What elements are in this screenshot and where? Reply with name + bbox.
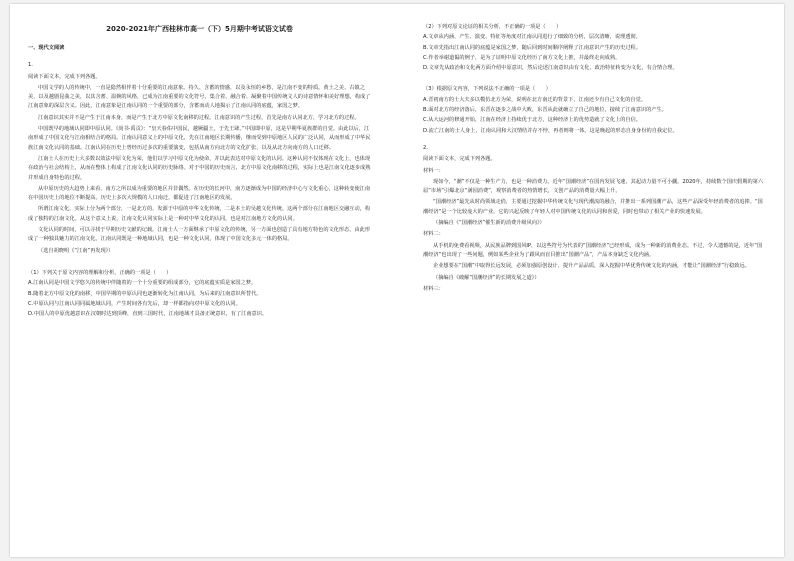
passage-intro: 阅读下面文本，完成下列各题。: [423, 156, 496, 163]
exam-title: 2020-2021年广西桂林市高一（下）5月期中考试语文试卷: [106, 25, 293, 33]
exam-page: [10, 4, 784, 557]
answer-option-d: D.中国人的中原优越意识在汉朝时达到顶峰，直到三国时代，江南地域才具备正统意识，有了江南意识。: [28, 311, 268, 318]
answer-option-c: C.中原认同与江南认同同属地域认同，产生时间各有先后，却一样都指向对中原文化的认同。: [28, 300, 241, 307]
answer-option-d: D.文章先从政治和文化两方面介绍中原意识，然后论述江南意识由有文化、政治特征转变为文化，有合情合理。: [423, 65, 678, 72]
answer-option-a: A.江南认同是中国文学悠久的传统中伴随着的一个十分重要的组成部分，它的底蕴实质是家国之梦。: [28, 280, 257, 287]
answer-option-a: A.文章从内涵、产生、演变、特征等角度对江南认同进行了细致的分析，层次清晰，说理透彻。: [423, 34, 641, 41]
passage-source: （摘编自《破解“国潮经济”的长期发展之道》）: [433, 274, 540, 281]
passage-paragraph: 所谓江南文化，实际上分为两个部分，一是北方的、发源于中原的中华文化传统，二是本土的吴越文化传统。这两个部分在江南地区交融互动，构成了独特的江南文化。从这个意义上说，江南文化认同实际上是一种对中华文化的认同，也是对江南地方文化的认同。: [28, 206, 371, 222]
section-heading: 一、现代文阅读: [28, 45, 65, 51]
material-label: 材料三：: [423, 285, 444, 292]
left-column: [28, 44, 371, 549]
material-label: 材料二：: [423, 231, 444, 238]
answer-option-b: B.随着北方中原文化的南移，中国早期的中原认同也逐渐转化为江南认同，为后来的江南意识所替代。: [28, 290, 262, 297]
passage-paragraph: 文化认同的时间，可以寻找于早期历史文献的记载。江南士人一方面继承了中原文化的传统，另一方面也创造了具有地方特色的文化形态，由此形成了一种独具魅力的江南文化。江南认同既是一种地域认同，也是一种文化认同，体现了中国文化多元一体的格局。: [28, 227, 371, 243]
passage-source: （选自胡晓明《“江南”再发现》）: [38, 247, 114, 254]
answer-option-a: A.晋初南方的士大夫多以模仿北方为荣，说明在北方南迁的背景下，江南还少有自己文化的自觉。: [423, 96, 646, 103]
question-number: 1.: [28, 62, 33, 69]
right-column: [423, 20, 766, 549]
answer-option-c: C.从大运河的修通开始，江南在经济上持续优于北方，这种经济上的优势造就了文化上的自信。: [423, 117, 641, 124]
passage-paragraph: 从中原历史的大趋势上来看，南方之所以成为重要的地区并非偶然。在历史的长河中，南方逐渐成为中国的经济中心与文化重心，这种转变使江南在中国历史上的地位不断提高。历史上多次大规模的人口南迁，都促进了江南地区的发展。: [28, 185, 371, 202]
passage-source: （摘编自《“国潮经济”催生新的消费升级风向》）: [433, 220, 545, 227]
passage-paragraph: 企业想要在“国潮”中取得长远发展，必须加强原创设计，提升产品品质，深入挖掘中华优秀传统文化的内涵，才能让“国潮经济”行稳致远。: [433, 263, 750, 270]
passage-paragraph: “国潮经济”最先从时尚领域走俏，主要通过挖掘中华传统文化与现代潮流的融合，并推出一系列国潮产品，这些产品深受年轻消费者的追捧。“国潮经济”是一个比较庞大的产业，它的兴起反映了年轻人对中国传统文化的认同和喜爱，同时也带动了相关产业的快速发展。: [423, 199, 763, 215]
passage-paragraph: 从手机的免费看视频，从民族品牌到国风IP，以这些符号为代表的“国潮经济”已经形成，成为一种新的消费业态。不过，令人遗憾的是，近年“国潮经济”也出现了一些问题，例如某些企业为了跟风而盲目推出“国潮产品”，产品本身缺乏文化内涵。: [423, 242, 763, 258]
passage-paragraph: 江南士人在历史上大多数以效法中原文化为荣，他们以学习中原文化为使命，并以此表达对中原文化的认同。这种认同不仅体现在文化上，也体现在政治与社会结构上，从而在整体上构成了江南文化认同的历史脉络。对于中国的历史而言，北方中原文化南移的过程，实际上也是江南文化逐步成熟并形成自身特色的过程。: [28, 155, 371, 181]
passage-paragraph: 江南意识其实并不是产生于江南本身，而是产生于北方中原文化南移的过程。江南意识的产生过程，首先是南方认同北方，学习北方的过程。: [38, 114, 360, 121]
passage-paragraph: 现如今，“潮”不仅是一种生产力，也是一种消费力。近年“国潮经济”在国内发展飞速，其起动力量不可小觑。2020年，持续数个国庆假期的第六届“市场”引爆北京“满园消费”，观察消费者的热情增长，文创产品的消费量大幅上升。: [423, 178, 764, 195]
passage-intro: 阅读下面文本，完成下列各题。: [28, 73, 101, 80]
question-text: （1）下列关于原文内容的理解和分析，正确的一项是（ ）: [28, 269, 172, 276]
answer-option-b: B.面对北方的经济落后，东晋在逐步之战中大败，东晋从此就确立了自己的地位，接续了江南意识的产生。: [423, 107, 667, 114]
answer-option-c: C.作者举谢道韫的例子，是为了证明中原文化经历了南方文化上推，并最终走向成熟。: [423, 54, 621, 61]
question-text: （2）下列对原文论证的相关分析，不正确的一项是（ ）: [423, 24, 562, 30]
passage-paragraph: 中国既早的地域认同即中原认同。《尚书·禹贡》：“皇天眷佑中国民，越厥疆土，于先王肆。”中国即中原，这是早期华夏族群的自觉。由此以后，江南形成了中国文化与江南相结合的格局。江南认同意义上的中原文化，先在江南地区长期传播，继而受到中原地区人民的广泛认同，从而形成了中华民族江南文化认同的基础。江南认同在历史上曾经历过多次的重要演变，包括从南方向北方的文化扩张，以及从北方向南方的人口迁移。: [28, 126, 371, 151]
answer-option-b: B.文章先指出江南认同的底蕴是家国之梦，随后回到时间顺序阐释了江南意识产生的历史过程。: [423, 44, 641, 51]
question-text: （3）根据原文内容，下列说法不正确的一项是（ ）: [423, 86, 551, 93]
material-label: 材料一：: [423, 167, 444, 174]
passage-paragraph: 中国文学的人的传统中，一直是隐然相伴着十分重要的江南意象。持久、含蓄的情感，以及永恒的乡愁，是江南不变的特质。黄土之美、古镇之美、以及越剧昆曲之美，以其含蓄、温婉的风格，已成为江南重要的文化符号，集合着、融合着、凝聚着中国传统文人的诗意情怀和美好理想，构成了江南意象的深层含义。因此，江南意象是江南认同的一个重要的部分，含蓄而动人地揭示了江南认同的底蕴，家国之梦。: [28, 84, 371, 110]
answer-option-d: D.流亡江南的士人身上，江南认同和大汉情结并存不悖，再者则将一体，这是晚起的形态自身身份的自我定位。: [423, 127, 678, 134]
question-number: 2.: [423, 144, 428, 151]
